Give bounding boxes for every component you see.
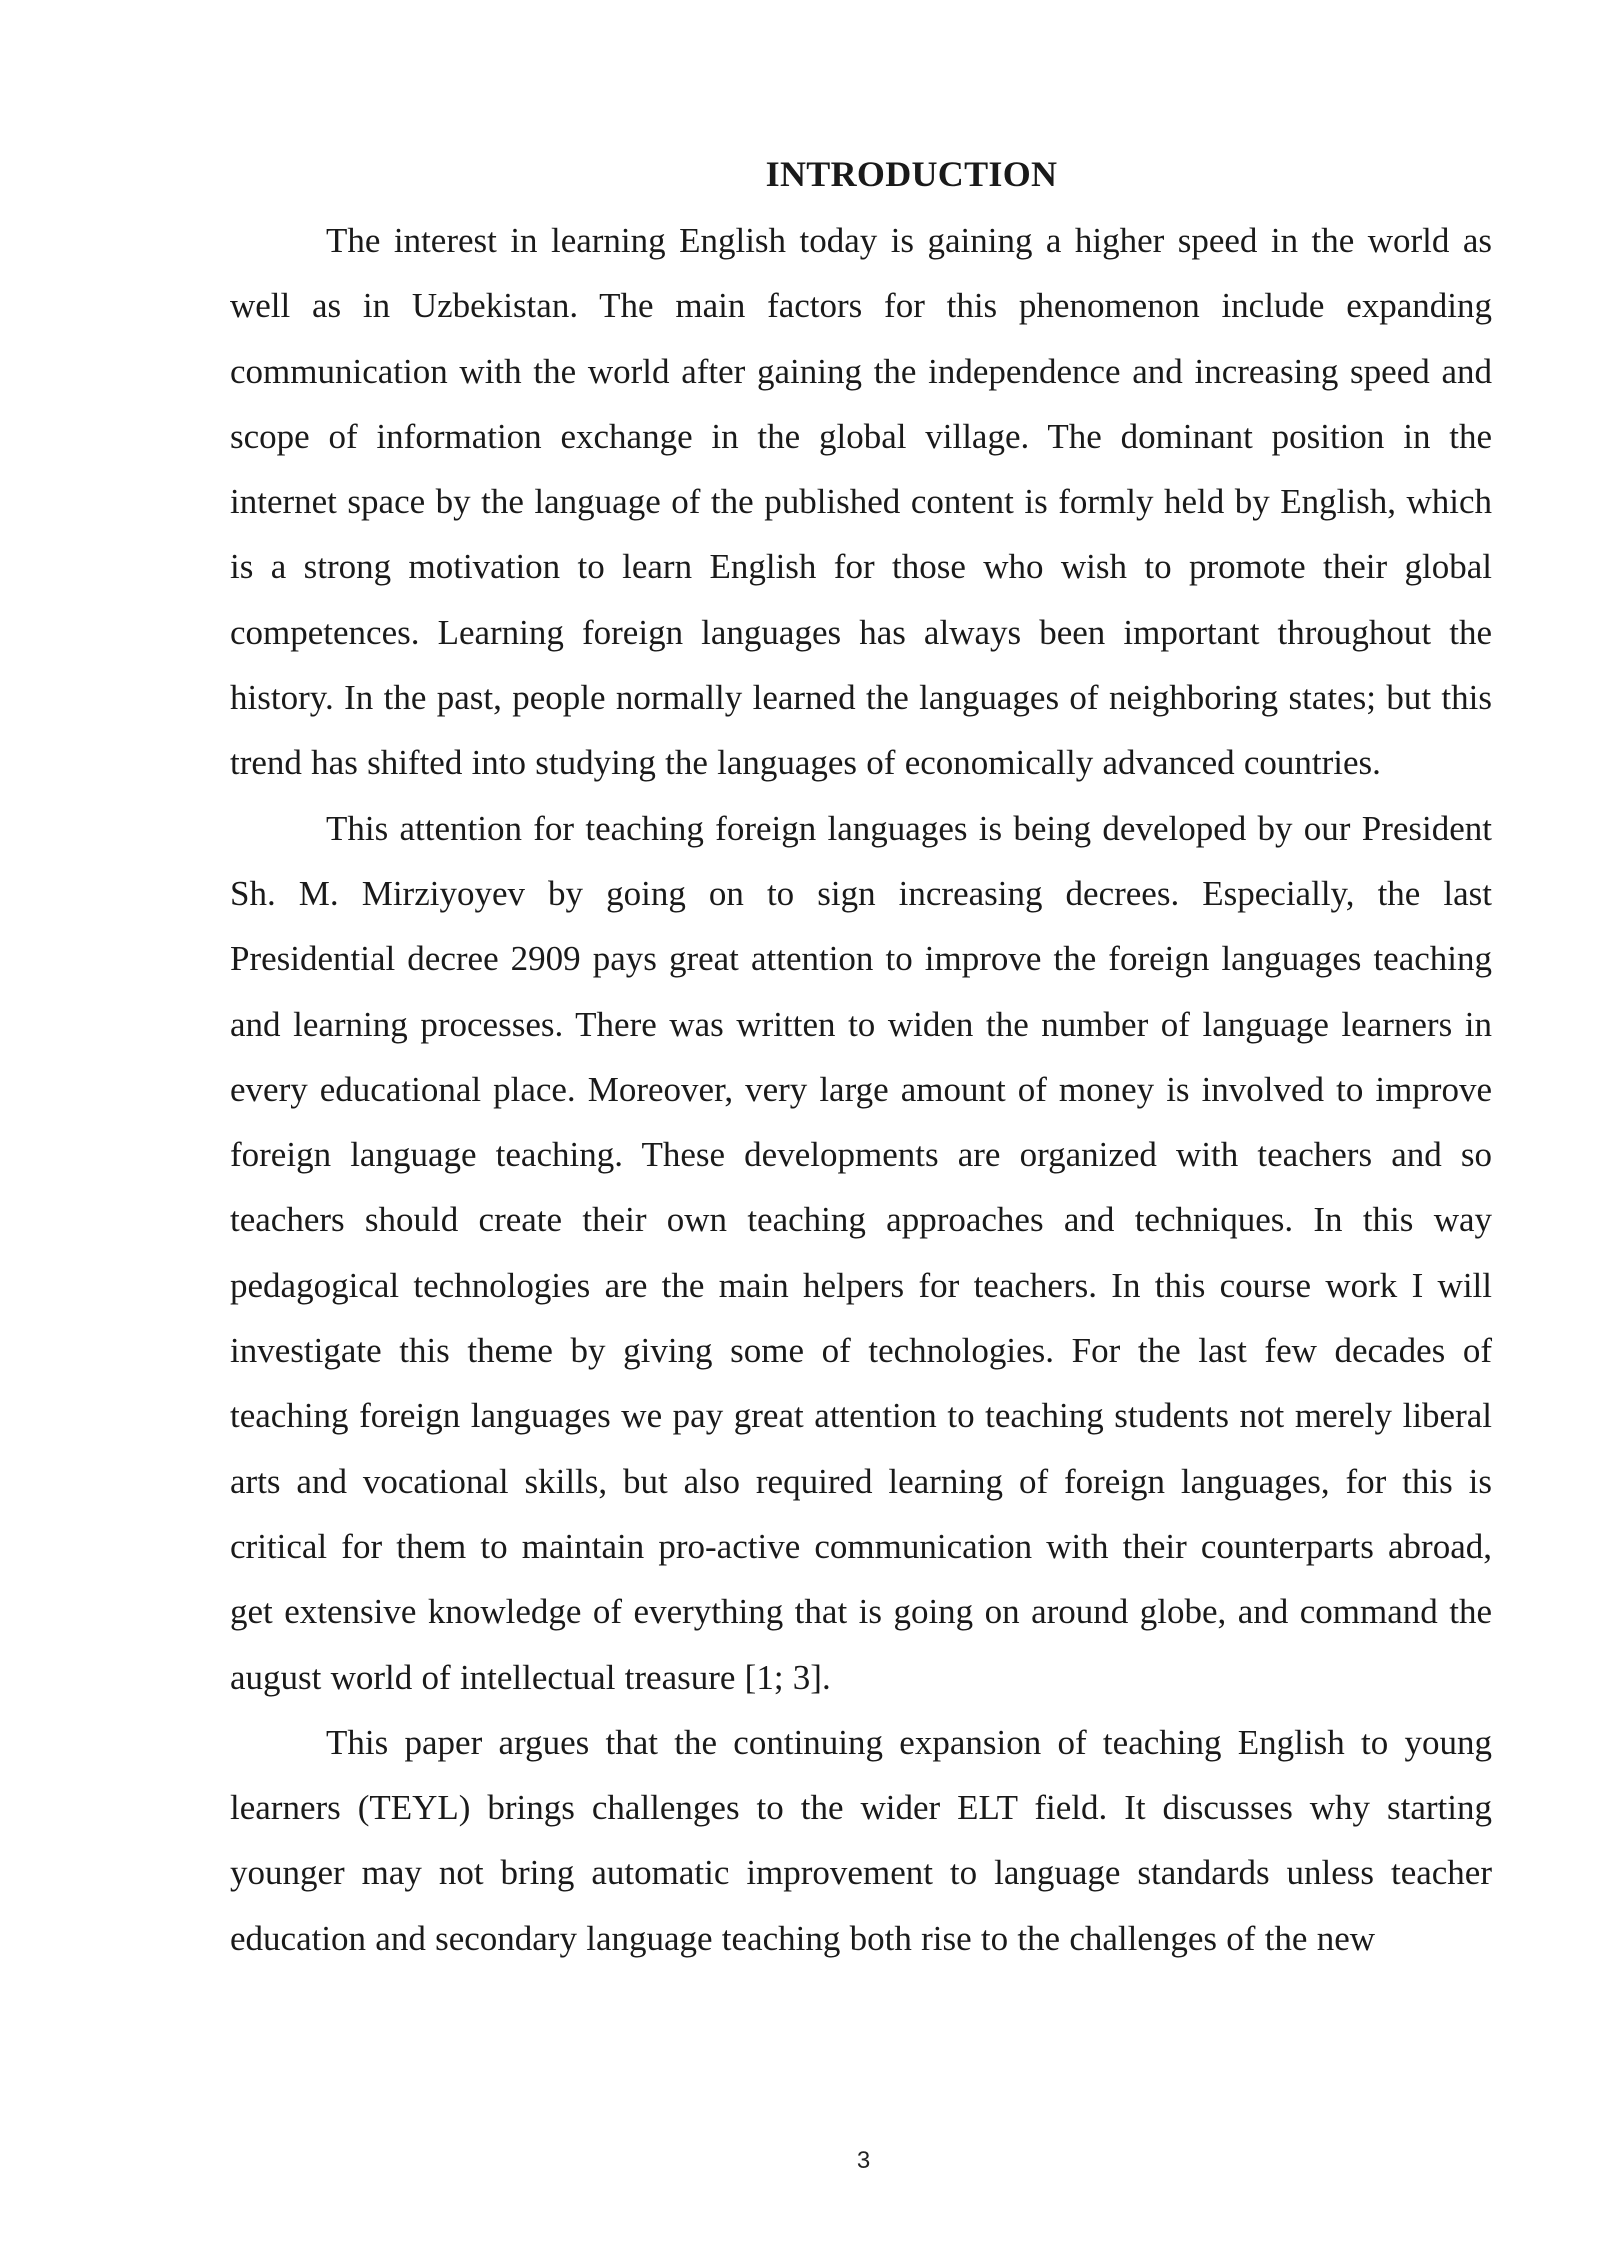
paragraph-2: This attention for teaching foreign languages is being developed by our President Sh. M. Mirziyoyev by going on to sign increasing decrees. Especially, the last Presidential decree 2909 pays great attention to improve the foreign languages teaching and learning processes. There was written to widen the number of language learners in every educational place. Moreover, very large amount of money is involved to improve foreign language teaching. These developments are organized with teachers and so teachers should create their own teaching approaches and techniques. In this way pedagogical technologies are the main helpers for teachers. In this course work I will investigate this theme by giving some of technologies. For the last few decades of teaching foreign languages we pay great attention to teaching students not merely liberal arts and vocational skills, but also required learning of foreign languages, for this is critical for them to maintain pro-active communication with their counterparts abroad, get extensive knowledge of everything that is going on around globe, and command the august world of intellectual treasure [1; 3]. — [230, 808, 1492, 1697]
section-heading: INTRODUCTION — [765, 154, 1058, 194]
paragraph-1: The interest in learning English today is gaining a higher speed in the world as well as in Uzbekistan. The main factors for this phenomenon include expanding communication with the world after gaining the independence and increasing speed and scope of information exchange in the global village. The dominant position in the internet space by the language of the published content is formly held by English, which is a strong motivation to learn English for those who wish to promote their global competences. Learning foreign languages has always been important throughout the history. In the past, people normally learned the languages of neighboring states; but this trend has shifted into studying the languages of economically advanced countries. — [230, 221, 1492, 783]
paragraph-3: This paper argues that the continuing expansion of teaching English to young learners (TEYL) brings challenges to the wider ELT field. It discusses why starting younger may not bring automatic improvement to language standards unless teacher education and secondary language teaching both rise to the challenges of the new — [230, 1722, 1492, 1958]
body-text — [230, 208, 1492, 1971]
page-number: 3 — [856, 2147, 871, 2174]
